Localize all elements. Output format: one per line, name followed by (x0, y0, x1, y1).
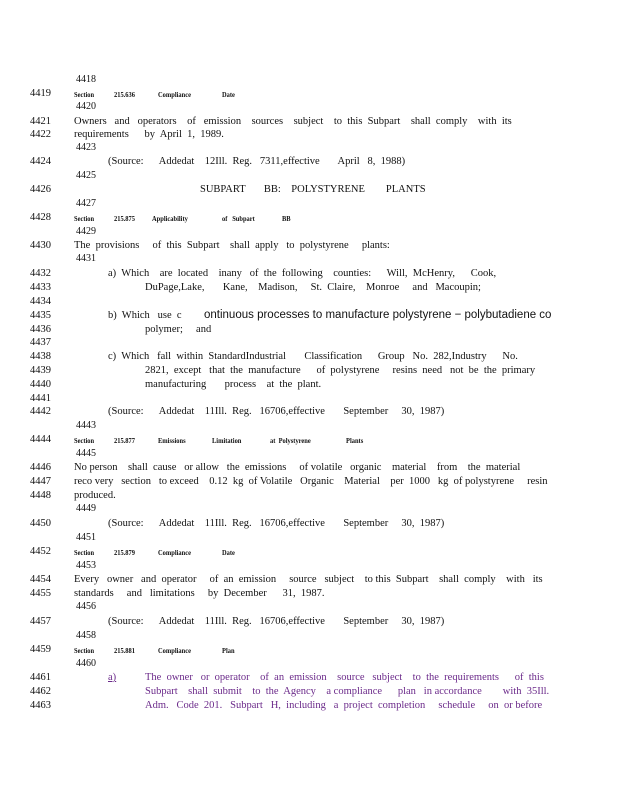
line-number: 4427 (76, 198, 96, 209)
line-number: 4445 (76, 448, 96, 459)
line-number: 4457 (30, 616, 51, 627)
line-number: 4425 (76, 170, 96, 181)
line-number: 4446 (30, 462, 51, 473)
section-label: Section (74, 214, 95, 223)
line-number: 4424 (30, 156, 51, 167)
section-heading: at Polystyrene (270, 436, 311, 445)
source-note: (Source: Addedat 11Ill. Reg. 16706,effective September 30, 1987) (108, 406, 445, 417)
amended-text: The owner or operator of an emission source subject to the requirements of this (145, 672, 544, 683)
line-number: 4456 (76, 601, 96, 612)
line-number: 4430 (30, 240, 51, 251)
line-number: 4441 (30, 393, 51, 404)
section-label: Section (74, 90, 95, 99)
line-number: 4462 (30, 686, 51, 697)
line-number: 4433 (30, 282, 51, 293)
line-number: 4428 (30, 212, 51, 223)
section-label: Section (74, 548, 95, 557)
line-number: 4447 (30, 476, 51, 487)
list-item-c-cont: 2821, except that the manufacture of polystyrene resins need not be the primary (145, 365, 536, 376)
section-heading: Date (222, 548, 235, 557)
section-number: 215.879 (114, 548, 135, 557)
line-number: 4442 (30, 406, 51, 417)
line-number: 4429 (76, 226, 96, 237)
subpart-heading: SUBPART BB: POLYSTYRENE PLANTS (200, 184, 426, 195)
body-text: standards and limitations by December 31, 1987. (74, 588, 325, 599)
list-item-c-cont: manufacturing process at the plant. (145, 379, 322, 390)
section-number: 215.881 (114, 646, 135, 655)
line-number: 4421 (30, 116, 51, 127)
line-number: 4461 (30, 672, 51, 683)
section-number: 215.877 (114, 436, 135, 445)
amended-text: Subpart shall submit to the Agency a compliance plan in accordance with 35Ill. (145, 686, 550, 697)
body-text: reco very section to exceed 0.12 kg of Volatile Organic Material per 1000 kg of polystyrene resin (74, 476, 548, 487)
line-number: 4459 (30, 644, 51, 655)
line-number: 4420 (76, 101, 96, 112)
section-heading: Date (222, 90, 235, 99)
section-label: Section (74, 646, 95, 655)
line-number: 4435 (30, 310, 51, 321)
body-text: requirements by April 1, 1989. (74, 129, 224, 140)
section-heading: Applicability (152, 214, 188, 223)
line-number: 4418 (76, 74, 96, 85)
section-heading: Limitation (212, 436, 242, 445)
section-number: 215.636 (114, 90, 135, 99)
section-heading: Compliance (158, 646, 191, 655)
line-number: 4436 (30, 324, 51, 335)
list-item-a: a) Which are located inany of the following counties: Will, McHenry, Cook, (108, 268, 497, 279)
section-number: 215.875 (114, 214, 135, 223)
line-number: 4443 (76, 420, 96, 431)
section-heading: Emissions (158, 436, 186, 445)
line-number: 4438 (30, 351, 51, 362)
list-item-b: b) Which use c (108, 310, 182, 321)
list-item-b-cont: polymer; and (145, 324, 212, 335)
section-heading: Plants (346, 436, 364, 445)
list-item-a-label: a) (108, 672, 117, 683)
body-text: Every owner and operator of an emission source subject to this Subpart shall comply with its (74, 574, 543, 585)
line-number: 4448 (30, 490, 51, 501)
line-number: 4451 (76, 532, 96, 543)
body-text: No person shall cause or allow the emissions of volatile organic material from the material (74, 462, 521, 473)
line-number: 4440 (30, 379, 51, 390)
section-heading: Compliance (158, 548, 191, 557)
list-item-b-insert: ontinuous processes to manufacture polystyrene − polybutadiene co (204, 309, 552, 321)
body-text: produced. (74, 490, 116, 501)
line-number: 4439 (30, 365, 51, 376)
section-heading: of Subpart (222, 214, 255, 223)
line-number: 4454 (30, 574, 51, 585)
line-number: 4422 (30, 129, 51, 140)
body-text: Owners and operators of emission sources subject to this Subpart shall comply with its (74, 116, 512, 127)
line-number: 4449 (76, 503, 96, 514)
line-number: 4434 (30, 296, 51, 307)
source-note: (Source: Addedat 11Ill. Reg. 16706,effective September 30, 1987) (108, 616, 445, 627)
line-number: 4450 (30, 518, 51, 529)
line-number: 4463 (30, 700, 51, 711)
line-number: 4458 (76, 630, 96, 641)
line-number: 4460 (76, 658, 96, 669)
list-item-a-cont: DuPage,Lake, Kane, Madison, St. Claire, Monroe and Macoupin; (145, 282, 481, 293)
line-number: 4423 (76, 142, 96, 153)
list-item-c: c) Which fall within StandardIndustrial Classification Group No. 282,Industry No. (108, 351, 518, 362)
amended-text: Adm. Code 201. Subpart H, including a project completion schedule on or before (145, 700, 543, 711)
section-heading: Compliance (158, 90, 191, 99)
line-number: 4432 (30, 268, 51, 279)
body-text: The provisions of this Subpart shall apply to polystyrene plants: (74, 240, 390, 251)
line-number: 4419 (30, 88, 51, 99)
line-number: 4426 (30, 184, 51, 195)
source-note: (Source: Addedat 11Ill. Reg. 16706,effective September 30, 1987) (108, 518, 445, 529)
source-note: (Source: Addedat 12Ill. Reg. 7311,effective April 8, 1988) (108, 156, 406, 167)
line-number: 4444 (30, 434, 51, 445)
section-label: Section (74, 436, 95, 445)
line-number: 4437 (30, 337, 51, 348)
section-heading: Plan (222, 646, 235, 655)
line-number: 4452 (30, 546, 51, 557)
section-heading: BB (282, 214, 291, 223)
line-number: 4431 (76, 253, 96, 264)
line-number: 4453 (76, 560, 96, 571)
line-number: 4455 (30, 588, 51, 599)
